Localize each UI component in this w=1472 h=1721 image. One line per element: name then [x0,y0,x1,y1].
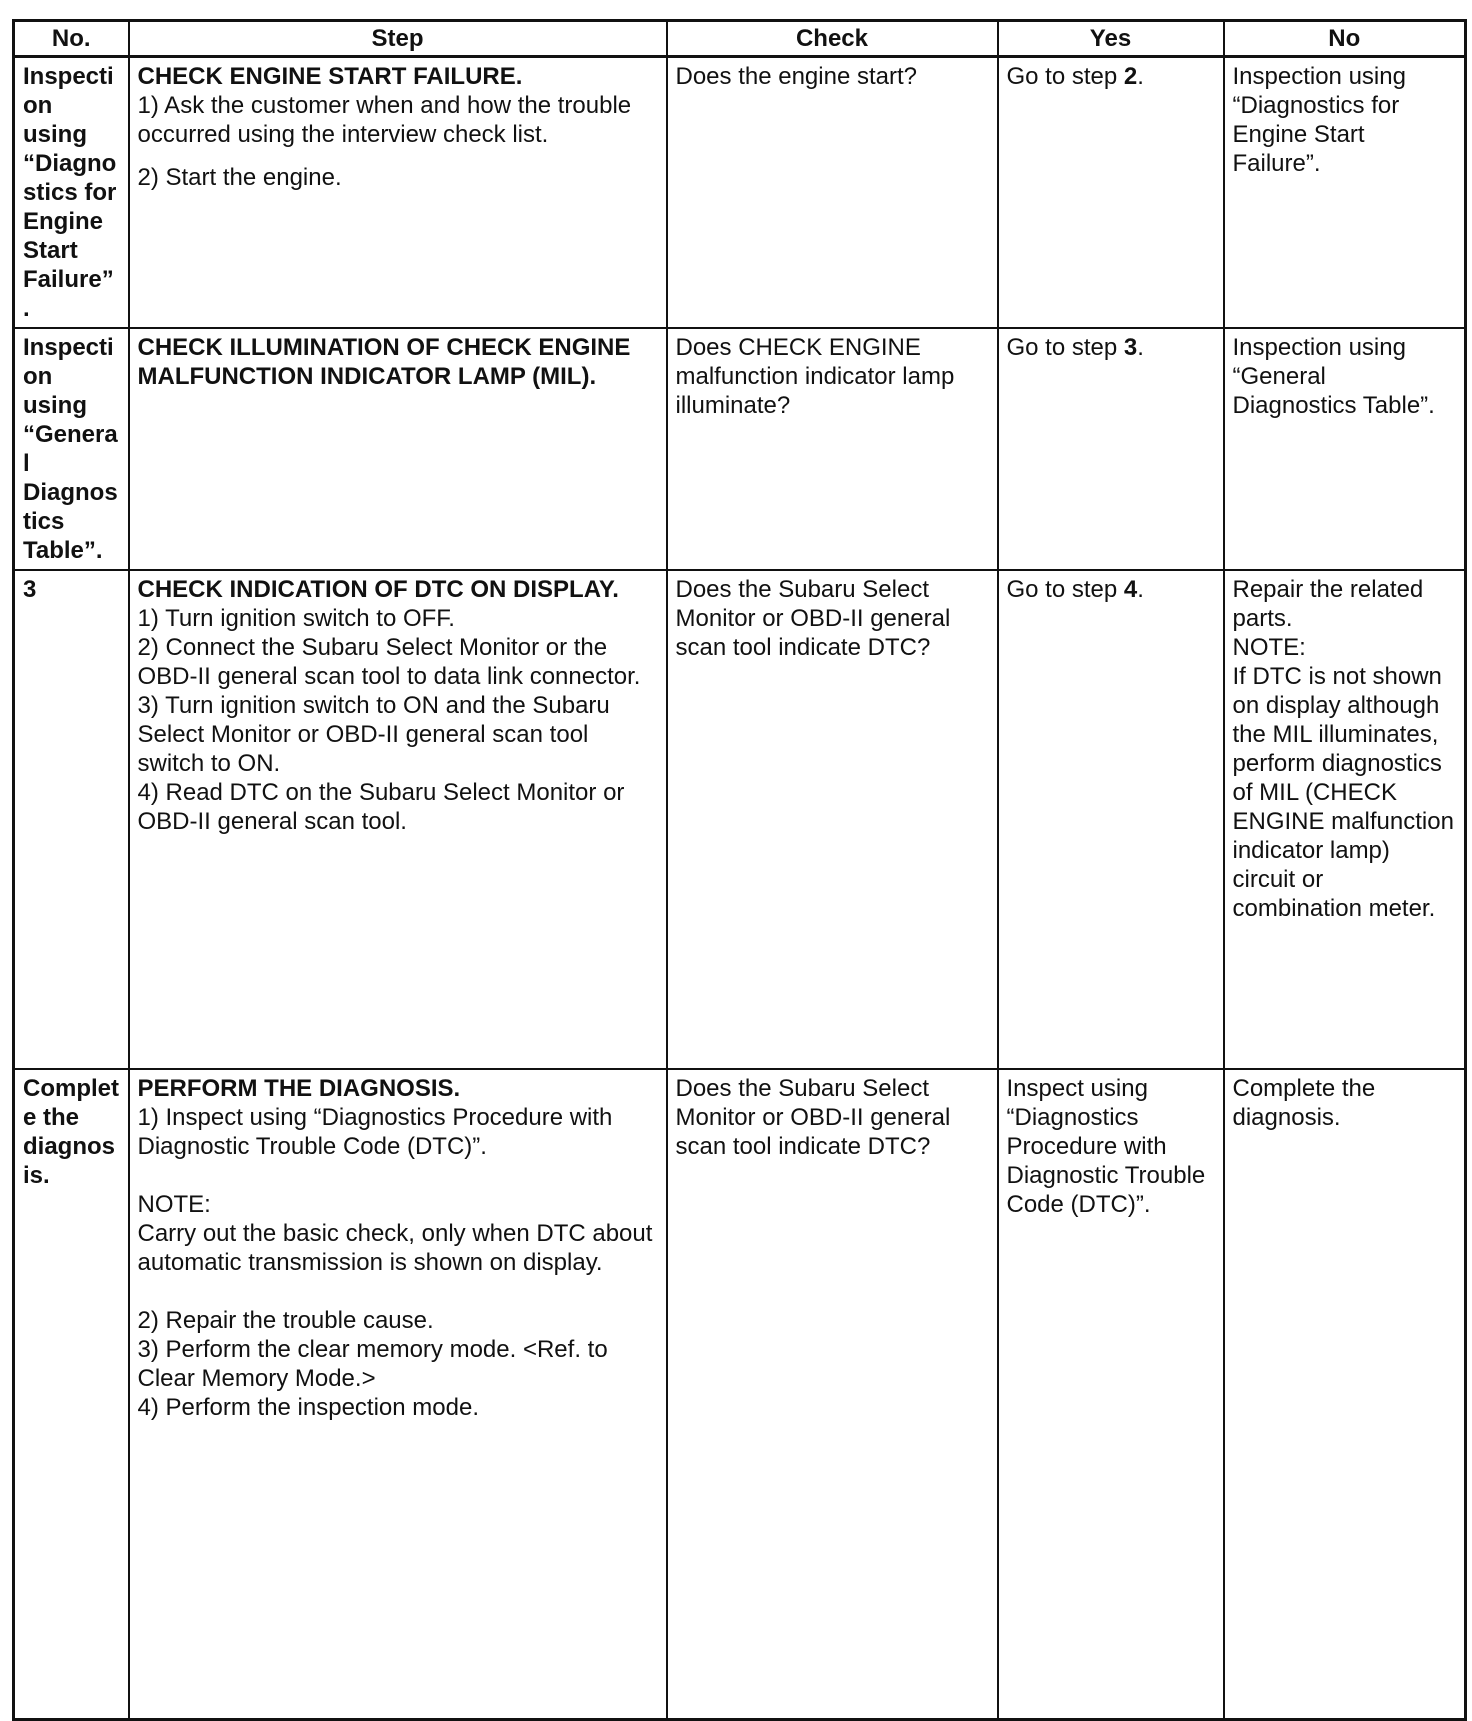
step-cell [129,57,667,329]
no-cell: Inspection using “General Diagnostics Table”. [1224,328,1466,570]
step-line: 3) Turn ignition switch to ON and the Subaru Select Monitor or OBD-II general scan tool switch to ON. [137,692,610,777]
step-cell [129,1069,667,1720]
step-title: CHECK INDICATION OF DTC ON DISPLAY. [137,576,619,603]
step-line: 2) Start the engine. [137,164,342,191]
check-cell: Does CHECK ENGINE malfunction indicator lamp illuminate? [667,328,998,570]
table-row [14,570,1466,1069]
row-number: 3 [14,570,129,1069]
table-row [14,57,1466,329]
yes-step-number: 3 [1123,334,1138,361]
yes-suffix: . [1137,576,1144,603]
yes-suffix: . [1137,334,1144,361]
table-row [14,328,1466,570]
step-line: 4) Read DTC on the Subaru Select Monitor or OBD-II general scan tool. [137,779,625,835]
yes-cell [998,570,1224,1069]
note-label: NOTE: [137,1191,211,1218]
step-line: 1) Ask the customer when and how the trouble occurred using the interview check list. [137,92,632,148]
step-title: CHECK ILLUMINATION OF CHECK ENGINE MALFUNCTION INDICATOR LAMP (MIL). [137,334,631,390]
diagnostic-procedure-table [12,19,1467,1721]
yes-step-number: 2 [1123,63,1138,90]
no-cell: Inspection using “Diagnostics for Engine Start Failure”. [1224,57,1466,329]
step-line: 1) Inspect using “Diagnostics Procedure with Diagnostic Trouble Code (DTC)”. [137,1104,613,1160]
row-number: Complete the diagnosis. [14,1069,129,1720]
yes-prefix: Go to step [1006,63,1124,90]
row-number: Inspection using “Diagnostics for Engine Start Failure”. [14,57,129,329]
yes-prefix: Go to step [1006,576,1124,603]
step-line: 4) Perform the inspection mode. [137,1394,479,1421]
step-title: CHECK ENGINE START FAILURE. [137,63,523,90]
yes-prefix: Go to step [1006,334,1124,361]
no-line: Repair the related parts. [1232,576,1424,632]
no-note-text: If DTC is not shown on display although the MIL illuminates, perform diagnostics of MIL (CHECK ENGINE malfunction indicator lamp) circuit or combination meter. [1232,663,1454,922]
no-cell [1224,570,1466,1069]
header-no-result: No [1224,21,1466,57]
check-cell: Does the engine start? [667,57,998,329]
table-row [14,1069,1466,1720]
yes-cell [998,328,1224,570]
step-cell [129,328,667,570]
yes-step-number: 4 [1123,576,1138,603]
check-cell: Does the Subaru Select Monitor or OBD-II general scan tool indicate DTC? [667,570,998,1069]
yes-cell [998,57,1224,329]
header-check: Check [667,21,998,57]
step-title: PERFORM THE DIAGNOSIS. [137,1075,461,1102]
step-line: 3) Perform the clear memory mode. <Ref. to Clear Memory Mode.> [137,1336,608,1392]
note-text: Carry out the basic check, only when DTC about automatic transmission is shown on display. [137,1220,653,1276]
step-line: 1) Turn ignition switch to OFF. [137,605,455,632]
yes-suffix: . [1137,63,1144,90]
header-step: Step [129,21,667,57]
step-line: 2) Repair the trouble cause. [137,1307,434,1334]
no-cell: Complete the diagnosis. [1224,1069,1466,1720]
no-note-label: NOTE: [1232,634,1306,661]
header-yes: Yes [998,21,1224,57]
header-no: No. [14,21,129,57]
check-cell: Does the Subaru Select Monitor or OBD-II general scan tool indicate DTC? [667,1069,998,1720]
step-line: 2) Connect the Subaru Select Monitor or the OBD-II general scan tool to data link connector. [137,634,641,690]
yes-cell: Inspect using “Diagnostics Procedure with Diagnostic Trouble Code (DTC)”. [998,1069,1224,1720]
step-cell [129,570,667,1069]
table-header-row [14,21,1466,57]
row-number: Inspection using “General Diagnostics Table”. [14,328,129,570]
